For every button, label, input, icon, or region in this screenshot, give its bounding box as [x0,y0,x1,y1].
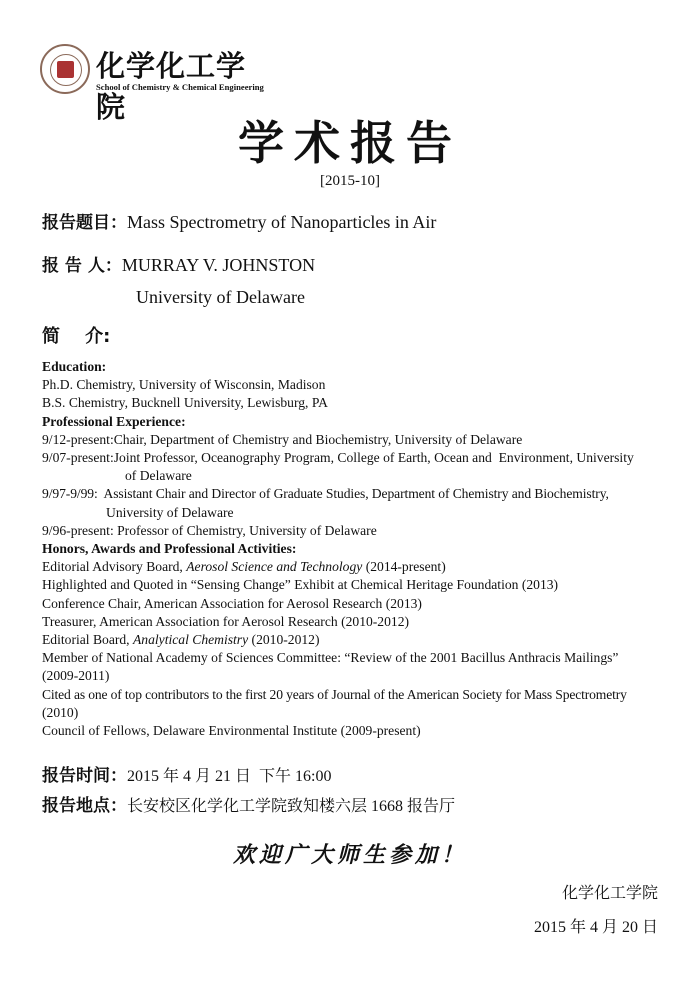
honor-journal: Analytical Chemistry [132,632,249,648]
experience-item: 9/96-present: Professor of Chemistry, University of Delaware [42,522,377,538]
honor-item: Highlighted and Quoted in “Sensing Change” Exhibit at Chemical Heritage Foundation (2013) [42,577,559,593]
time-value: 2015 年 4 月 21 日 下午 16:00 [127,768,332,785]
experience-item-continued: of Delaware [125,468,192,484]
intro-label: 简 介: [42,326,111,347]
honor-text: Editorial Board, [42,632,133,648]
biography [42,358,662,740]
place-row [42,791,455,816]
place-value: 长安校区化学化工学院致知楼六层 1668 报告厅 [127,798,456,815]
school-logo [40,42,270,124]
speaker-value: MURRAY V. JOHNSTON [121,255,316,275]
honor-text: Editorial Advisory Board, [42,559,187,575]
time-label: 报告时间： [42,766,127,786]
education-item: B.S. Chemistry, Bucknell University, Lewisburg, PA [42,395,328,411]
honor-item-continued: (2009-2011) [42,668,110,684]
welcome-message: 欢迎广大师生参加！ [232,842,467,868]
honor-item: Member of National Academy of Sciences Committee: “Review of the 2001 Bacillus Anthracis Mailings” [42,650,619,666]
signature: 化学化工学院 [561,885,658,902]
report-code: [2015-10] [320,173,380,189]
time-row [42,761,331,786]
issue-date: 2015 年 4 月 20 日 [533,919,658,936]
experience-item: 9/97-9/99: Assistant Chair and Director of Graduate Studies, Department of Chemistry and Biochemistry, [42,486,609,502]
education-item: Ph.D. Chemistry, University of Wisconsin, Madison [42,377,326,393]
honor-journal: Aerosol Science and Technology [186,559,363,575]
experience-heading: Professional Experience: [42,413,186,429]
experience-item-continued: University of Delaware [106,504,234,520]
page-title: 学术报告 [238,116,462,170]
place-label: 报告地点： [42,796,127,816]
education-heading: Education: [42,359,107,374]
honor-item: Conference Chair, American Association for Aerosol Research (2013) [42,595,422,611]
honor-item: Cited as one of top contributors to the first 20 years of Journal of the American Society for Mass Spectrometry [42,686,627,702]
topic-row [42,208,436,233]
honor-item: Treasurer, American Association for Aerosol Research (2010-2012) [42,613,410,629]
honor-text: (2010-2012) [248,632,320,648]
experience-item: 9/12-present:Chair, Department of Chemistry and Biochemistry, University of Delaware [42,431,523,447]
experience-item: 9/07-present:Joint Professor, Oceanography Program, College of Earth, Ocean and Environment, University [42,450,634,466]
affiliation: University of Delaware [136,287,305,307]
school-seal-icon [40,44,90,94]
logo-english-name: School of Chemistry & Chemical Engineering [96,82,264,92]
honors-heading: Honors, Awards and Professional Activities: [42,541,297,557]
logo-chinese-name: 化学化工学院 [96,49,247,124]
topic-value: Mass Spectrometry of Nanoparticles in Air [127,212,437,232]
speaker-row [42,251,315,276]
honor-item-continued: (2010) [42,704,79,720]
honor-text: (2014-present) [362,559,446,575]
honor-item [42,631,662,649]
honor-item [42,558,662,576]
honor-item: Council of Fellows, Delaware Environmental Institute (2009-present) [42,723,421,739]
speaker-label: 报 告 人： [42,256,122,276]
topic-label: 报告题目： [42,213,127,233]
